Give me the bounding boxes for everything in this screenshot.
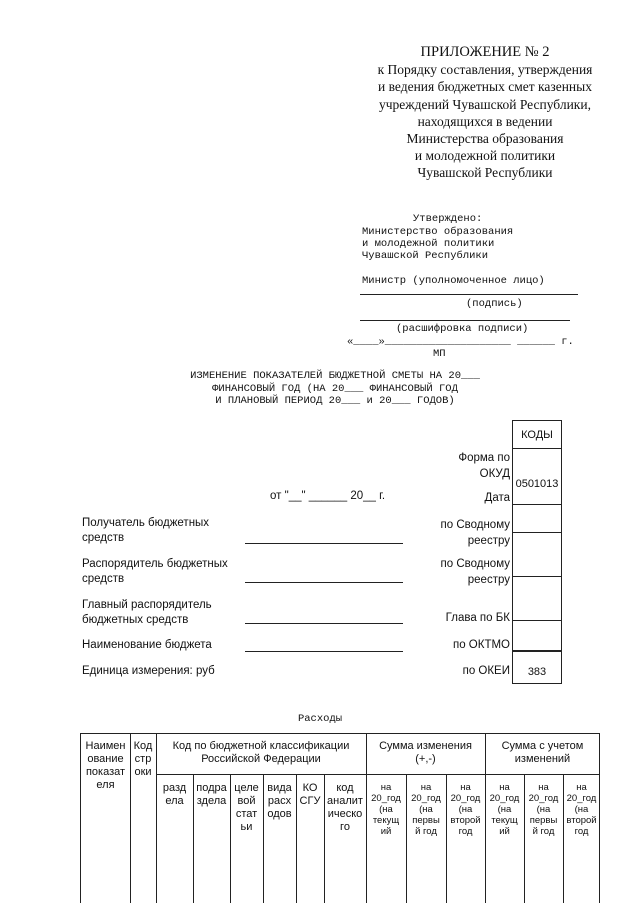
form-okud-line: Форма по [458,452,510,464]
manager-field[interactable] [245,582,403,583]
manager-line: средств [82,573,125,585]
year-line: й год [415,826,437,837]
header-line: оки [134,766,152,778]
sub-col-analytic [324,778,366,834]
sub-header-line: целе [234,782,259,794]
sub-header-line: ьи [240,821,253,833]
year-line: первы [412,815,440,826]
approval-org-line: Чувашской Республики [362,250,489,262]
minister-label: Министр (уполномоченное лицо) [362,275,545,287]
stamp-label: МП [433,348,446,360]
oktmo-divider [513,651,561,652]
registry1-line: реестру [467,535,510,547]
row-code-col-header [130,736,156,779]
sub-col-target-article [230,778,263,834]
approval-org-line: и молодежной политики [362,238,495,250]
appendix-line: Чувашской Республики [417,165,553,181]
appendix-line: и молодежной политики [414,148,556,164]
year-line: текущ [491,815,518,826]
date-code [513,505,561,533]
header-line: еля [96,779,115,791]
sub-header-line: КО [302,782,318,794]
header-line: (+,-) [415,753,436,765]
year-line: ий [380,826,392,837]
year-line: 20_год [528,793,559,804]
year-line: на [538,782,549,793]
title-line: И ПЛАНОВЫЙ ПЕРИОД 20___ и 20___ ГОДОВ) [215,395,455,407]
sub-header-line: разд [162,782,187,794]
sub-header-line: аналит [327,795,363,807]
sub-col-kosgu [296,778,324,808]
sub-col-section [156,778,193,808]
appendix-title: ПРИЛОЖЕНИЕ № 2 [420,44,550,60]
year-line: на [460,782,471,793]
header-line: Код [133,740,153,752]
date-label: Дата [484,492,510,504]
sub-header-line: СГУ [299,795,321,807]
codes-column [512,420,562,684]
sub-col-expense-type [263,778,296,821]
sub-header-line: подра [196,782,227,794]
sub-header-line: ела [165,795,184,807]
okud-code: 0501013 [513,449,561,505]
registry2-label [441,556,511,588]
unit-label: Единица измерения: руб [82,665,215,677]
year-line: (на [574,804,589,815]
year-line: второй [566,815,597,826]
expenses-title: Расходы [297,713,343,725]
header-line: Сумма с учетом [501,740,584,752]
decoding-line [360,320,570,321]
okei-code: 383 [527,666,547,678]
year-col [366,778,406,837]
glava-label: Глава по БК [445,612,510,624]
year-col [446,778,485,837]
document-title [150,370,520,408]
sub-header-line: вида [267,782,292,794]
year-line: (на [419,804,433,815]
appendix-line: учреждений Чувашской Республики, [379,96,591,112]
appendix-line: к Порядку составления, утверждения [377,62,593,78]
registry1-label [441,517,511,549]
sub-header-line: стат [235,808,258,820]
form-okud-label [458,450,510,482]
year-line: 20_год [411,793,441,804]
sub-header-line: здела [196,795,227,807]
sub-header-line: го [340,821,350,833]
sub-header-line: вой [237,795,256,807]
year-line: 20_год [489,793,520,804]
sub-header-line: код [336,782,354,794]
header-line: ование [87,753,124,765]
year-line: текущ [372,815,400,826]
sub-col-subsection [193,778,230,808]
year-col [406,778,446,837]
chief-manager-line: Главный распорядитель [82,599,212,611]
registry2-line: по Сводному [440,558,510,570]
approved-label: Утверждено: [413,213,483,225]
change-header [366,736,485,766]
year-line: первы [529,815,558,826]
year-line: й год [532,826,555,837]
chief-manager-field[interactable] [245,623,403,624]
oktmo-label: по ОКТМО [452,639,510,651]
year-line: на [576,782,587,793]
year-line: (на [379,804,393,815]
registry1-code [513,533,561,577]
header-line: Наимен [85,740,126,752]
year-line: на [420,782,432,793]
appendix-line: и ведения бюджетных смет казенных [378,79,592,95]
decoding-caption: (расшифровка подписи) [396,323,529,335]
signature-caption: (подпись) [466,298,523,310]
header-line: изменений [514,753,571,765]
year-line: 20_год [371,793,401,804]
budget-name-label: Наименование бюджета [82,639,212,651]
with-change-header [485,736,600,766]
year-col [563,778,600,837]
header-line: показат [85,766,126,778]
manager-label [82,557,228,587]
appendix-line: Министерства образования [406,131,564,147]
title-line: ИЗМЕНЕНИЕ ПОКАЗАТЕЛЕЙ БЮДЖЕТНОЙ СМЕТЫ НА 20___ [190,370,480,382]
approval-date-line: «____»____________________ ______ г. [347,336,574,348]
year-line: ий [499,826,510,837]
year-line: 20_год [450,793,481,804]
header-line: стр [134,753,152,765]
recipient-line: Получатель бюджетных [82,517,210,529]
appendix-line: находящихся в ведении [417,113,553,129]
header-line: Российской Федерации [201,753,321,765]
header-line: Сумма изменения [379,740,472,752]
chief-manager-line: бюджетных средств [82,614,189,626]
name-col-header [81,736,130,792]
year-line: 20_год [566,793,597,804]
registry1-line: по Сводному [440,519,510,531]
year-line: год [574,826,589,837]
subheader-divider [156,774,600,775]
year-line: на [380,782,392,793]
year-line: на [499,782,510,793]
year-line: (на [497,804,512,815]
year-col [485,778,524,837]
expenses-table [80,733,600,903]
year-line: второй [450,815,481,826]
classification-header [156,736,366,766]
document-date: от "__" ______ 20__ г. [270,490,386,502]
codes-header: КОДЫ [513,421,561,449]
sub-header-line: расх [267,795,292,807]
year-line: год [458,826,473,837]
year-col [524,778,563,837]
form-okud-line: ОКУД [479,468,510,480]
budget-name-field[interactable] [245,651,403,652]
appendix-header [360,44,610,182]
sub-header-line: одов [267,808,292,820]
header-line: Код по бюджетной классификации [172,740,350,752]
recipient-field[interactable] [245,543,403,544]
year-line: (на [536,804,551,815]
year-line: (на [458,804,473,815]
signature-line [360,294,578,295]
recipient-label [82,516,209,546]
approval-org-line: Министерство образования [362,226,514,238]
okei-label: по ОКЕИ [462,665,510,677]
manager-line: Распорядитель бюджетных [82,558,228,570]
recipient-line: средств [82,532,125,544]
chief-manager-label [82,598,212,628]
registry2-line: реестру [467,574,510,586]
glava-code [513,621,561,651]
sub-header-line: ическо [327,808,363,820]
registry2-code [513,577,561,621]
title-line: ФИНАНСОВЫЙ ГОД (НА 20___ ФИНАНСОВЫЙ ГОД [212,382,458,395]
